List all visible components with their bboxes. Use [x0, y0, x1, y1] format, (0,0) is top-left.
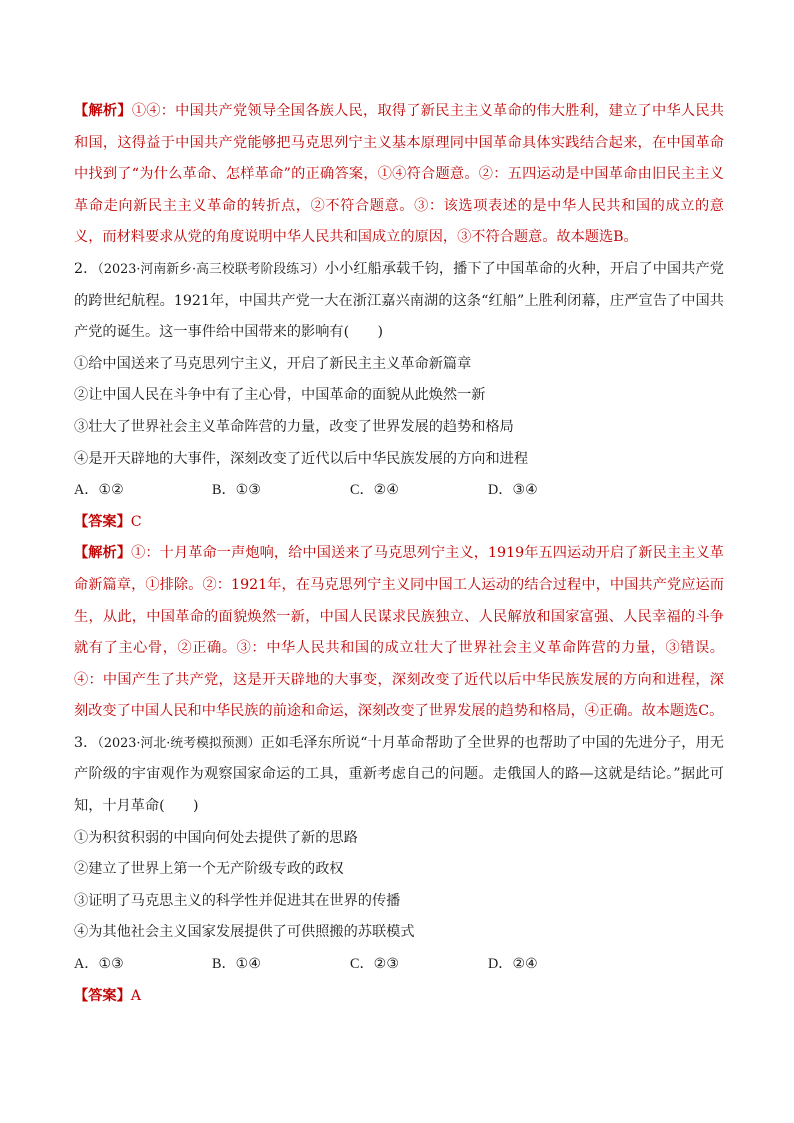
- option-b: B．①④: [212, 956, 262, 973]
- question-number: 3．: [74, 734, 98, 751]
- question-2-options: [74, 475, 724, 507]
- analysis-block-1: [74, 96, 724, 254]
- analysis-tag: 【解析】: [74, 545, 132, 562]
- question-text: 小小红船承载千钧，播下了中国革命的火种，开启了中国共产党的跨世纪航程。1921年，中国共产党一大在浙江嘉兴南湖的这条“红船”上胜利闭幕，庄严宣告了中国共产党的诞生。这一事件给中国带来的影响有( ): [74, 260, 724, 341]
- analysis-text: ①④：中国共产党领导全国各族人民，取得了新民主主义革命的伟大胜利，建立了中华人民共和国，这得益于中国共产党能够把马克思列宁主义基本原理同中国革命具体实践结合起来，在中国革命中找到了“为什么革命、怎样革命”的正确答案，①④符合题意。②：五四运动是中国革命由旧民主主义革命走向新民主主义革命的转折点，②不符合题意。③：该选项表述的是中华人民共和国的成立的意义，而材料要求从党的角度说明中华人民共和国成立的原因，③不符合题意。故本题选B。: [74, 103, 724, 246]
- question-2-item-3: ③壮大了世界社会主义革命阵营的力量，改变了世界发展的趋势和格局: [74, 418, 514, 435]
- option-d: D．②④: [488, 956, 538, 973]
- question-3-answer: [74, 981, 724, 1013]
- question-3-item-2: ②建立了世界上第一个无产阶级专政的政权: [74, 861, 344, 878]
- question-text: 正如毛泽东所说“十月革命帮助了全世界的也帮助了中国的先进分子，用无产阶级的宇宙观作为观察国家命运的工具，重新考虑自己的问题。走俄国人的路—这就是结论。”据此可知，十月革命( ): [74, 734, 724, 815]
- answer-value: C: [130, 513, 142, 530]
- answer-tag: 【答案】: [74, 987, 131, 1004]
- option-a: A．①③: [74, 956, 124, 973]
- question-3-options: [74, 949, 724, 981]
- question-2-analysis: [74, 538, 724, 728]
- question-2-item-4: ④是开天辟地的大事件，深刻改变了近代以后中华民族发展的方向和进程: [74, 450, 529, 467]
- question-2-item-1: ①给中国送来了马克思列宁主义，开启了新民主主义革命新篇章: [74, 355, 472, 372]
- question-2-item-2: ②让中国人民在斗争中有了主心骨，中国革命的面貌从此焕然一新: [74, 387, 486, 404]
- analysis-text: ①：十月革命一声炮响，给中国送来了马克思列宁主义，1919年五四运动开启了新民主主义革命新篇章，①排除。②：1921年，在马克思列宁主义同中国工人运动的结合过程中，中国共产党应运而生，从此，中国革命的面貌焕然一新，中国人民谋求民族独立、人民解放和国家富强、人民幸福的斗争就有了主心骨，②正确。③：中华人民共和国的成立壮大了世界社会主义革命阵营的力量，③错误。④：中国产生了共产党，这是开天辟地的大事变，深刻改变了近代以后中华民族发展的方向和进程，深刻改变了中国人民和中华民族的前途和命运，深刻改变了世界发展的趋势和格局，④正确。故本题选C。: [74, 545, 724, 720]
- question-number: 2．: [74, 260, 98, 277]
- question-source: （2023·河北·统考模拟预测）: [97, 735, 261, 751]
- document-page: [74, 96, 724, 1012]
- answer-value: A: [130, 987, 142, 1004]
- option-a: A．①②: [74, 482, 124, 499]
- analysis-tag: 【解析】: [74, 103, 132, 119]
- question-3-item-4: ④为其他社会主义国家发展提供了可供照搬的苏联模式: [74, 924, 415, 941]
- question-2-answer: [74, 507, 724, 539]
- option-c: C．②④: [350, 482, 400, 499]
- question-2-stem: [74, 254, 724, 349]
- option-c: C．②③: [350, 956, 400, 973]
- question-3-item-1: ①为积贫积弱的中国向何处去提供了新的思路: [74, 829, 358, 846]
- question-source: （2023·河南新乡·高三校联考阶段练习）: [97, 261, 325, 277]
- question-3-item-3: ③证明了马克思主义的科学性并促进其在世界的传播: [74, 892, 401, 909]
- answer-tag: 【答案】: [74, 513, 131, 530]
- option-d: D．③④: [488, 482, 538, 499]
- question-3-stem: [74, 728, 724, 823]
- option-b: B．①③: [212, 482, 262, 499]
